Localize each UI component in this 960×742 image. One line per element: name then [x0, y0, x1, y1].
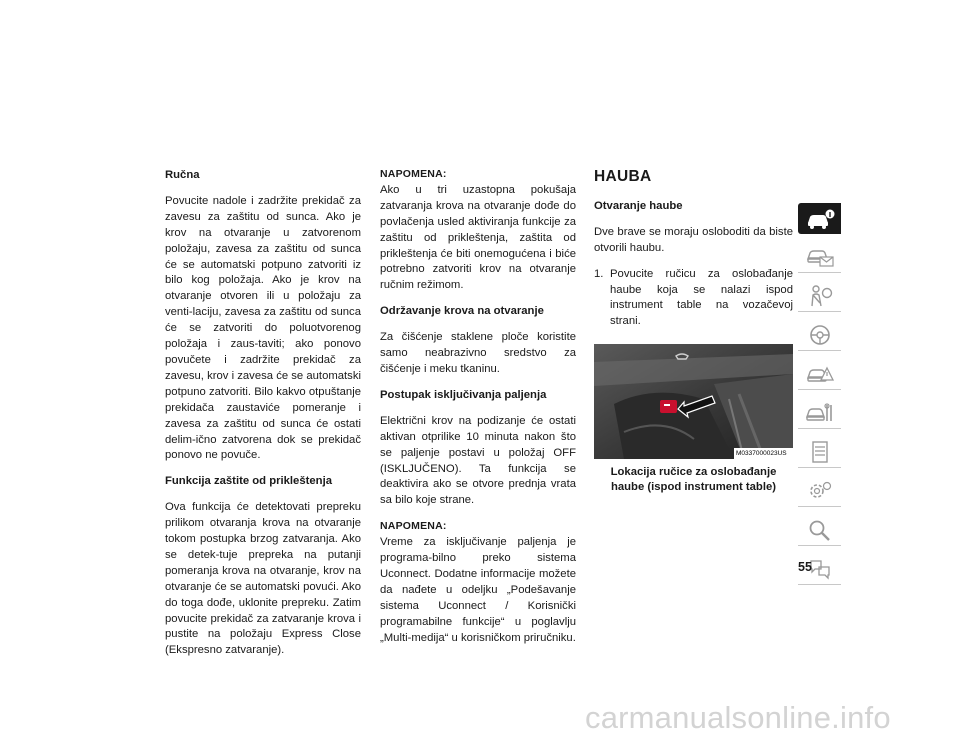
paragraph-ignition-off: Električni krov na podizanje će ostati aktivan otprilike 10 minuta nakon što se paljenje postavi u položaj OFF (ISKLJUČENO). Ta funkcija se deaktivira ako se otvore prednja vrata sa bilo koje strane. [380, 414, 576, 507]
heading-opening-hood: Otvaranje haube [594, 199, 683, 212]
page-number: 55 [798, 560, 812, 574]
step-number: 1. [594, 267, 604, 280]
chapter-tabs [798, 203, 841, 592]
watermark: carmanualsonline.info [585, 700, 891, 735]
hood-release-photo [594, 344, 793, 459]
search-icon [805, 518, 835, 542]
tab-index[interactable] [798, 514, 841, 546]
checklist-icon [805, 440, 835, 464]
tab-service[interactable] [798, 475, 841, 507]
photo-code: M0337000023US [736, 450, 787, 458]
note-text: Ako u tri uzastopna pokušaja zatvaranja krova na otvaranje dođe do povlačenja usled aktiviranja funkcije za zaštitu od prikleštenja, zaštita od prikleštenja će biti onemogućena i biće potrebno zatvoriti krov na otvaranje ručnim režimom. [380, 183, 576, 292]
list-item [594, 267, 793, 331]
tab-car-mail[interactable] [798, 241, 841, 273]
heading-ignition-off: Postupak isključivanja paljenja [380, 388, 547, 401]
heading-maintenance: Održavanje krova na otvaranje [380, 305, 544, 318]
hood-release-illustration [594, 344, 793, 459]
service-gears-icon [805, 479, 835, 503]
steering-wheel-icon [805, 323, 835, 347]
tab-car-info[interactable] [798, 203, 841, 234]
chapter-title: HAUBA [594, 168, 652, 185]
heading-pinch-protection: Funkcija zaštite od prikleštenja [165, 475, 332, 488]
step-text: Povucite ručicu za oslobađanje haube koja se nalazi ispod instrument table na vozačevoj strani. [610, 267, 793, 328]
tab-warning[interactable] [798, 358, 841, 390]
tab-safety[interactable] [798, 280, 841, 312]
car-warning-icon [805, 362, 835, 386]
seatbelt-airbag-icon [805, 284, 835, 308]
paragraph-opening-hood: Dve brave se moraju osloboditi da biste otvorili haubu. [594, 225, 793, 254]
photo-caption: Lokacija ručice za oslobađanje haube (ispod instrument table) [610, 466, 777, 493]
car-info-icon [805, 207, 835, 231]
column-middle [380, 167, 576, 656]
tab-tools[interactable] [798, 397, 841, 429]
heading-manual: Ručna [165, 169, 200, 181]
car-mail-icon [805, 245, 835, 269]
car-tools-icon [805, 401, 835, 425]
note-label: NAPOMENA: [380, 520, 447, 533]
paragraph-maintenance: Za čišćenje staklene ploče koristite samo neabrazivno sredstvo za čišćenje i meku tkaninu. [380, 331, 576, 375]
tab-steering[interactable] [798, 319, 841, 351]
note-label: NAPOMENA: [380, 168, 447, 180]
tab-checklist[interactable] [798, 436, 841, 468]
note-text: Vreme za isključivanje paljenja je programa-bilno preko sistema Uconnect. Dodatne informacije možete da nađete u odeljku „Podešavanje sistema Uconnect / Korisnički programabilne funkcije“ u poglavlju „Multi-medija“ u korisničkom priručniku. [380, 536, 576, 644]
column-right [594, 169, 793, 494]
paragraph-manual: Povucite nadole i zadržite prekidač za zavesu za zaštitu od sunca. Ako je krov na otvaranje u zatvorenom položaju, zavesa za zaštitu od sunca će se automatski potpuno zatvoriti iz bilo kog položaja. Ako je krov na otvaranje otvoren ili u položaju za venti-laciju, zavesa za zaštitu od sunca će se zatvoriti do poluotvorenog položaja i zaus-taviti; ako ponovo povučete i zadržite prekidač za zavesu, krov i zavesa će se automatski potpuno zatvoriti. Bilo kakvo otpuštanje prekidača zaustaviće pomeranje i zavesa za zaštitu od sunca će ostati delim-ično zatvorena dok se prekidač ponovo ne povuče. [165, 194, 361, 462]
paragraph-pinch-protection: Ova funkcija će detektovati prepreku prilikom otvaranja krova na otvaranje tokom postupka brzog zatvaranja. Ako se detek-tuje prepreka na putanji pomeranja krova na otvaranje, krov na otvaranje će se automatski povući. Ako do toga dođe, uklonite prepreku. Zatim povucite prekidač za zatvaranje krova i pustite na položaju Express Close (Ekspresno zatvaranje). [165, 501, 361, 657]
column-left [165, 168, 361, 669]
